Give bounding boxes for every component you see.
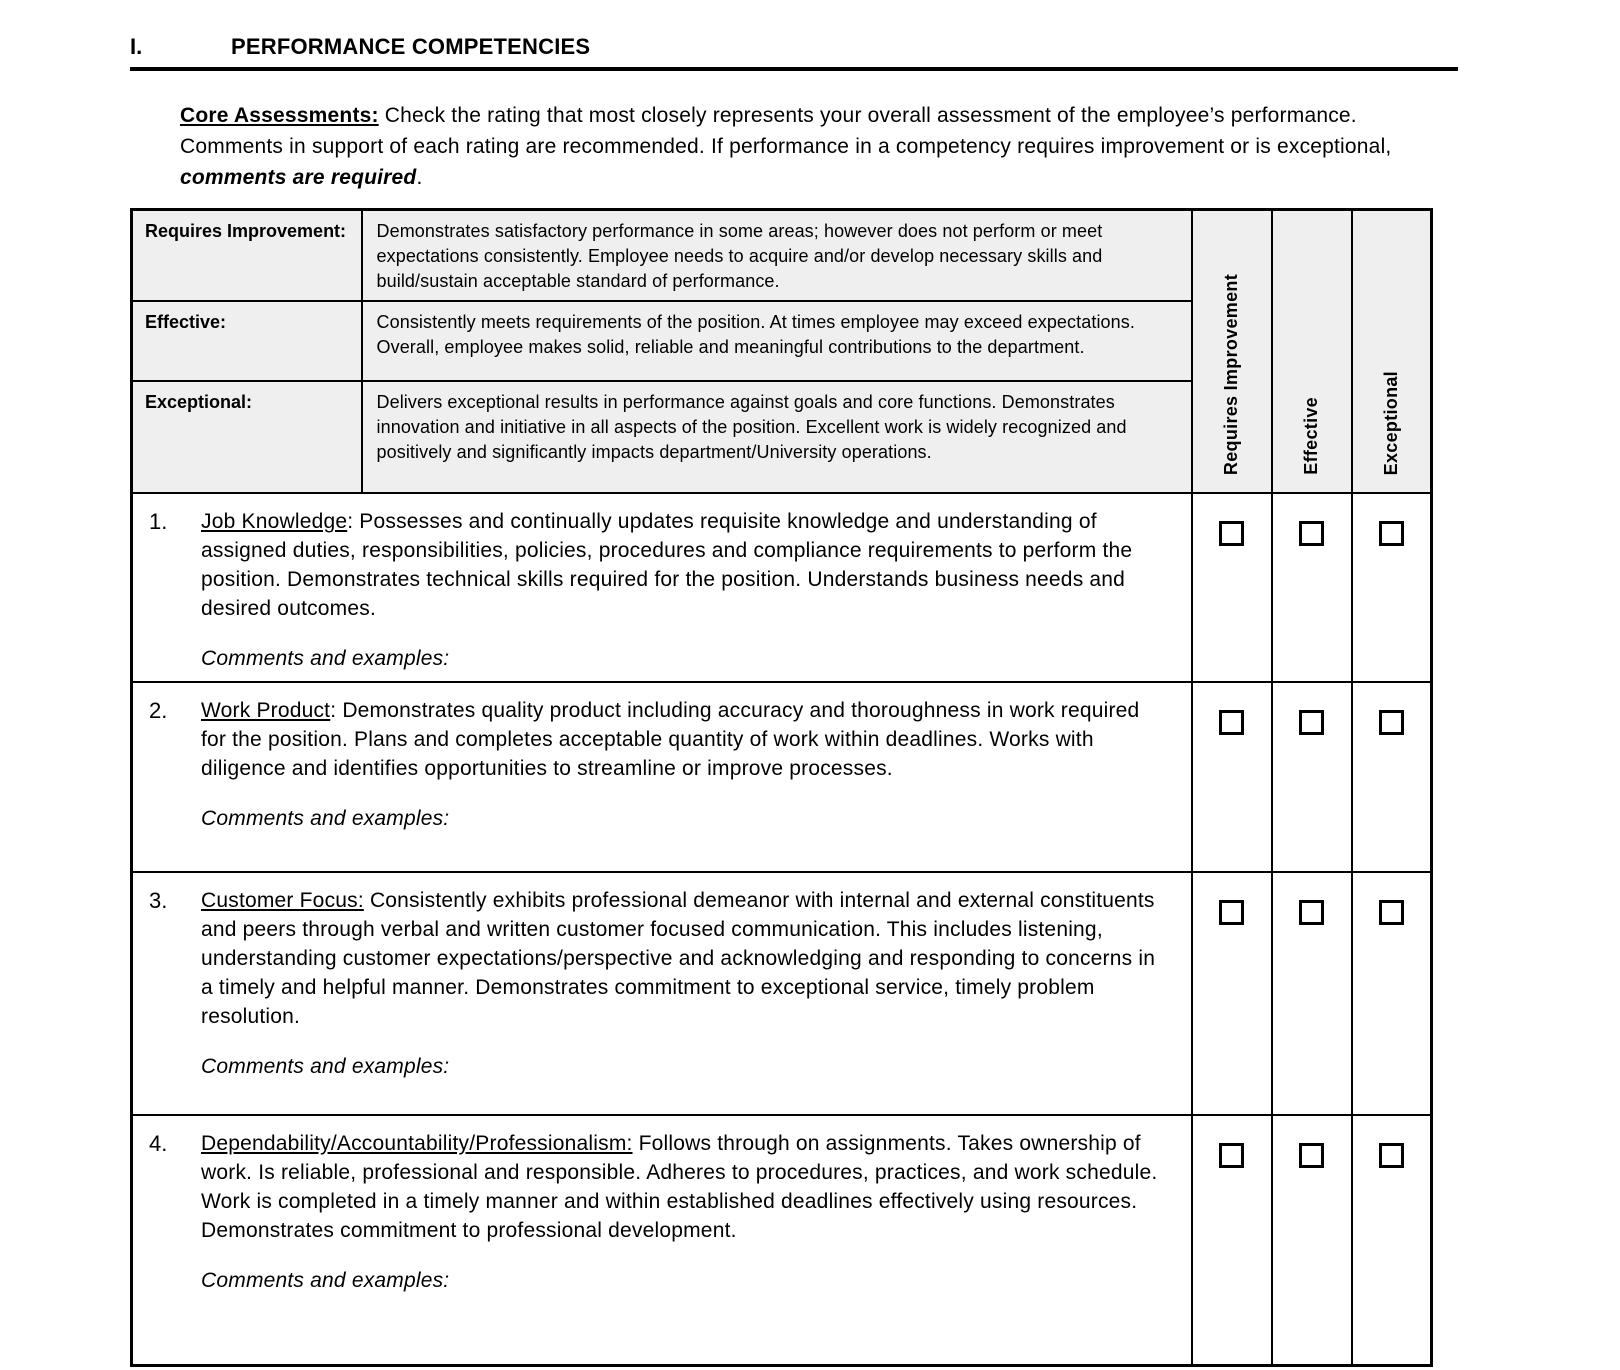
cell-job-knowledge-exceptional: [1352, 493, 1432, 682]
cell-dependability-requires-improvement: [1192, 1115, 1272, 1365]
item-description: Follows through on assignments. Takes ownership of work. Is reliable, professional and responsible. Adheres to procedures, practices, and work schedule. Work is completed in a timely manner and within established deadlines effectively using resources. Demonstrates commitment to professional development.: [201, 1132, 1158, 1242]
item-number: 2.: [149, 698, 168, 723]
column-header-requires-improvement: [1192, 210, 1272, 494]
item-title-customer-focus: Customer Focus:: [201, 889, 364, 912]
cell-customer-focus-effective: [1272, 872, 1352, 1115]
heading-divider: [130, 67, 1458, 71]
section-number: I.: [130, 34, 143, 59]
column-header-exceptional-label: Exceptional: [1380, 370, 1401, 475]
item-text: [201, 886, 1163, 1081]
item-number: 4.: [149, 1131, 168, 1156]
checkbox-work-product-effective[interactable]: [1299, 710, 1324, 735]
checkbox-dependability-exceptional[interactable]: [1379, 1143, 1404, 1168]
comments-label: Comments and examples:: [201, 1269, 450, 1292]
checkbox-dependability-effective[interactable]: [1299, 1143, 1324, 1168]
document-page: [130, 34, 1458, 1367]
cell-work-product-requires-improvement: [1192, 682, 1272, 872]
item-text: [201, 696, 1163, 833]
competency-cell-work-product: [132, 682, 1192, 872]
item-title-job-knowledge: Job Knowledge: [201, 510, 348, 533]
comments-label: Comments and examples:: [201, 807, 450, 830]
checkbox-customer-focus-requires-improvement[interactable]: [1219, 900, 1244, 925]
column-header-effective: [1272, 210, 1352, 494]
rating-description-effective: Consistently meets requirements of the position. At times employee may exceed expectations. Overall, employee makes solid, reliable and meaningful contributions to the department.: [362, 301, 1192, 381]
item-description: Possesses and continually updates requisite knowledge and understanding of assigned duties, responsibilities, policies, procedures and compliance requirements to perform the position. Demonstrates technical skills required for the position. Understands business needs and desired outcomes.: [201, 510, 1133, 620]
rating-label-effective: Effective:: [132, 301, 362, 381]
competency-row-dependability: [132, 1115, 1432, 1365]
rating-label-requires-improvement: Requires Improvement:: [132, 210, 362, 302]
competency-row-job-knowledge: [132, 493, 1432, 682]
core-assessments-instructions: [180, 100, 1452, 193]
comments-label: Comments and examples:: [201, 1055, 450, 1078]
competency-cell-job-knowledge: [132, 493, 1192, 682]
cell-dependability-effective: [1272, 1115, 1352, 1365]
instructions-period: .: [416, 166, 423, 189]
comments-required-emphasis: comments are required: [180, 166, 417, 189]
rating-description-exceptional: Delivers exceptional results in performance against goals and core functions. Demonstrates innovation and initiative in all aspects of the position. Excellent work is widely recognized and positively and significantly impacts department/University operations.: [362, 381, 1192, 493]
item-title-work-product: Work Product: [201, 699, 331, 722]
item-title-separator: :: [330, 699, 343, 722]
instructions-text: Check the rating that most closely represents your overall assessment of the employee’s performance. Comments in support of each rating are recommended. If performance in a competency requires improvement or is exceptional,: [180, 104, 1392, 158]
item-text: [201, 1129, 1163, 1295]
checkbox-job-knowledge-effective[interactable]: [1299, 521, 1324, 546]
competency-cell-customer-focus: [132, 872, 1192, 1115]
checkbox-job-knowledge-requires-improvement[interactable]: [1219, 521, 1244, 546]
column-header-exceptional: [1352, 210, 1432, 494]
item-text: [201, 507, 1163, 673]
item-description: Demonstrates quality product including accuracy and thoroughness in work required for the position. Plans and completes acceptable quantity of work within deadlines. Works with diligence and identifies opportunities to streamline or improve processes.: [201, 699, 1140, 780]
item-title-separator: :: [347, 510, 360, 533]
cell-customer-focus-requires-improvement: [1192, 872, 1272, 1115]
cell-work-product-exceptional: [1352, 682, 1432, 872]
assessment-table: [130, 208, 1433, 1367]
cell-job-knowledge-effective: [1272, 493, 1352, 682]
checkbox-dependability-requires-improvement[interactable]: [1219, 1143, 1244, 1168]
column-header-requires-improvement-label: Requires Improvement: [1221, 273, 1241, 475]
checkbox-customer-focus-exceptional[interactable]: [1379, 900, 1404, 925]
rating-label-exceptional: Exceptional:: [132, 381, 362, 493]
item-number: 1.: [149, 509, 168, 534]
item-title-dependability: Dependability/Accountability/Professionalism:: [201, 1132, 633, 1155]
item-description: Consistently exhibits professional demeanor with internal and external constituents and peers through verbal and written customer focused communication. This includes listening, understanding customer expectations/perspective and acknowledging and responding to concerns in a timely and helpful manner. Demonstrates commitment to exceptional service, timely problem resolution.: [201, 889, 1156, 1028]
rating-description-requires-improvement: Demonstrates satisfactory performance in some areas; however does not perform or meet expectations consistently. Employee needs to acquire and/or develop necessary skills and build/sustain acceptable standard of performance.: [362, 210, 1192, 302]
column-header-effective-label: Effective: [1301, 397, 1321, 475]
checkbox-work-product-requires-improvement[interactable]: [1219, 710, 1244, 735]
comments-label: Comments and examples:: [201, 647, 450, 670]
checkbox-job-knowledge-exceptional[interactable]: [1379, 521, 1404, 546]
competency-cell-dependability: [132, 1115, 1192, 1365]
page-title: PERFORMANCE COMPETENCIES: [231, 34, 591, 59]
section-heading: [130, 34, 1458, 60]
checkbox-customer-focus-effective[interactable]: [1299, 900, 1324, 925]
competency-row-customer-focus: [132, 872, 1432, 1115]
ratings-key-row-requires-improvement: [132, 210, 1432, 302]
cell-customer-focus-exceptional: [1352, 872, 1432, 1115]
cell-work-product-effective: [1272, 682, 1352, 872]
cell-job-knowledge-requires-improvement: [1192, 493, 1272, 682]
core-assessments-label: Core Assessments:: [180, 104, 379, 127]
cell-dependability-exceptional: [1352, 1115, 1432, 1365]
checkbox-work-product-exceptional[interactable]: [1379, 710, 1404, 735]
competency-row-work-product: [132, 682, 1432, 872]
item-number: 3.: [149, 888, 168, 913]
